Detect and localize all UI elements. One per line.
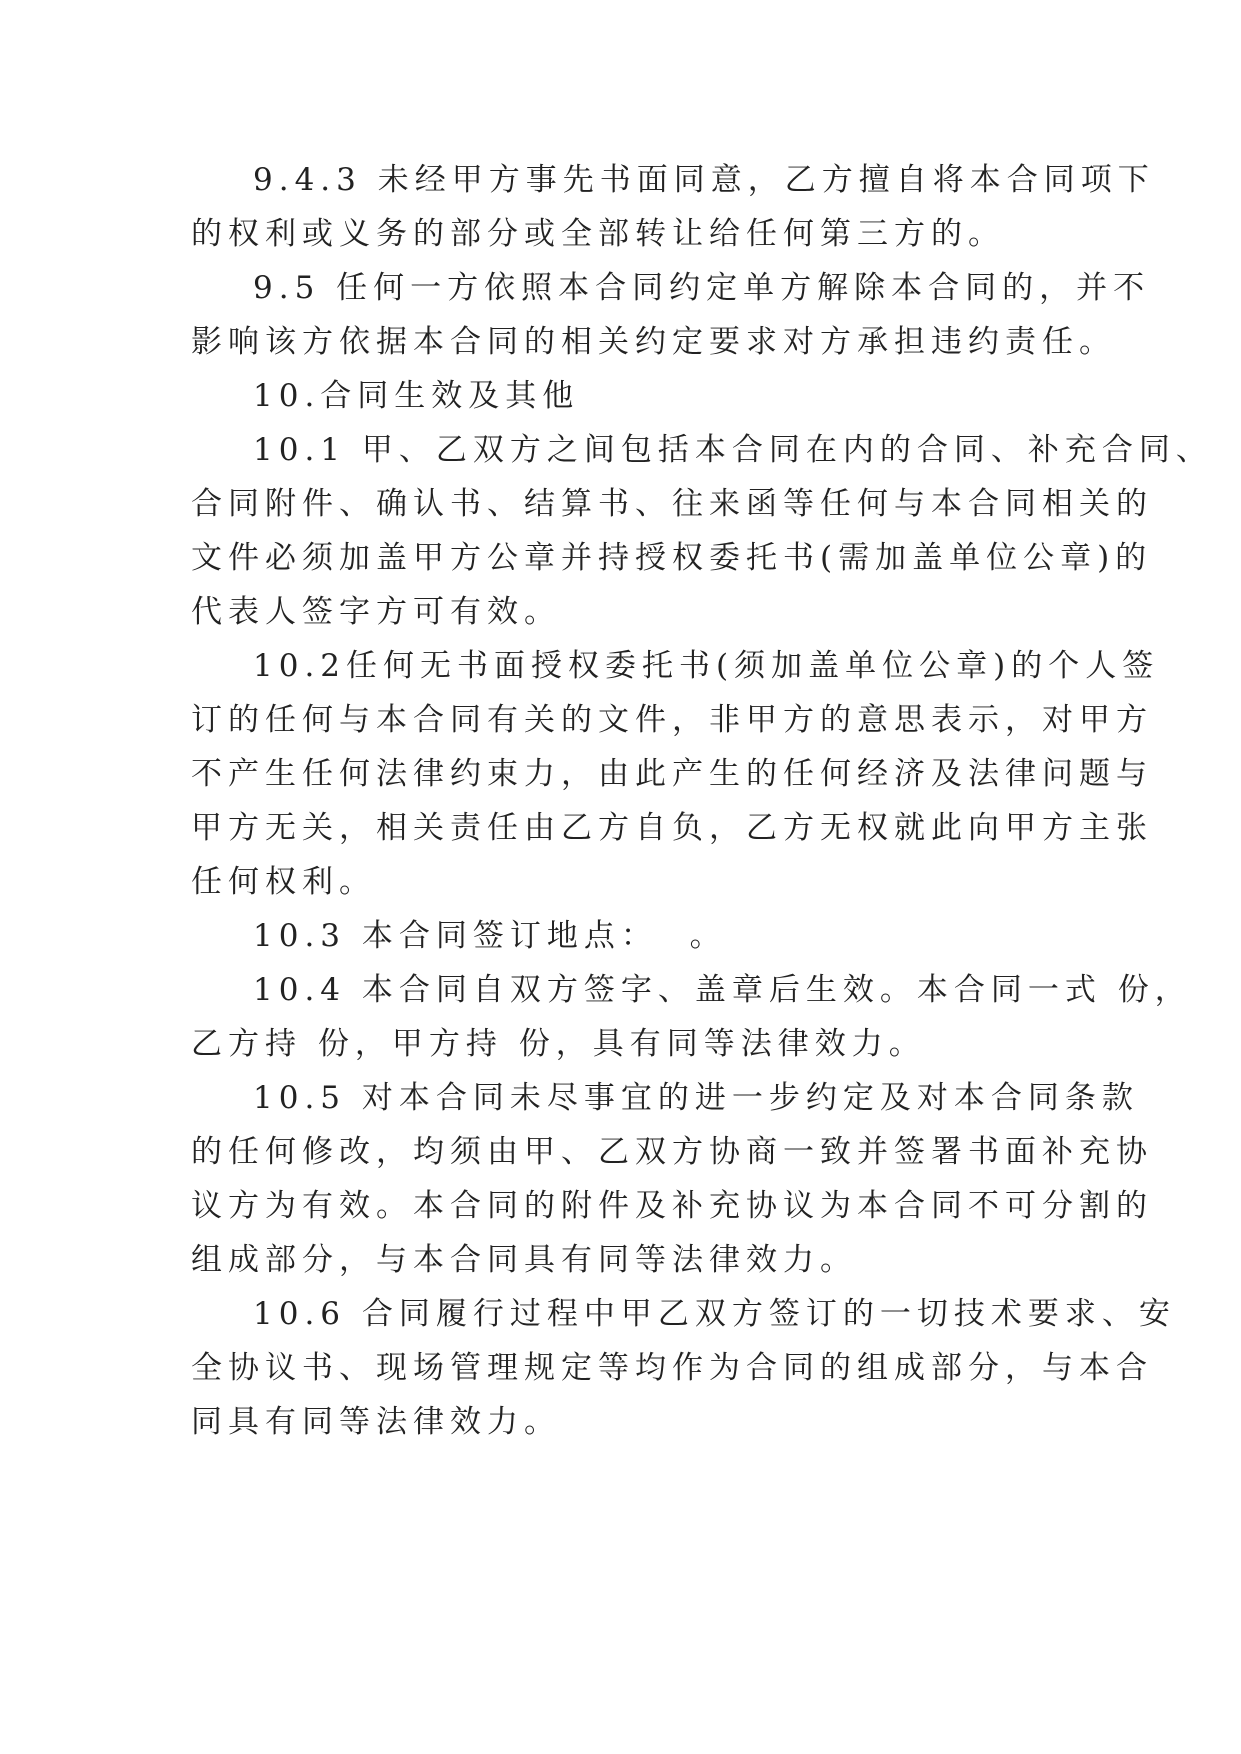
text-line: 的权利或义务的部分或全部转让给任何第三方的。: [191, 216, 1005, 252]
text-line: 9.5 任何一方依照本合同约定单方解除本合同的，并不: [253, 270, 1151, 306]
text-line: 乙方持 份，甲方持 份，具有同等法律效力。: [191, 1026, 926, 1062]
text-line: 10.4 本合同自双方签字、盖章后生效。本合同一式 份，: [253, 972, 1192, 1008]
text-line: 代表人签字方可有效。: [191, 594, 561, 630]
text-line: 全协议书、现场管理规定等均作为合同的组成部分，与本合: [191, 1350, 1153, 1386]
text-line: 影响该方依据本合同的相关约定要求对方承担违约责任。: [191, 324, 1116, 360]
text-line: 不产生任何法律约束力，由此产生的任何经济及法律问题与: [191, 756, 1153, 792]
text-line: 议方为有效。本合同的附件及补充协议为本合同不可分割的: [191, 1188, 1153, 1224]
text-line: 10.3 本合同签订地点： 。: [253, 918, 727, 954]
text-line: 甲方无关，相关责任由乙方自负，乙方无权就此向甲方主张: [191, 810, 1153, 846]
text-line: 10.5 对本合同未尽事宜的进一步约定及对本合同条款: [253, 1080, 1139, 1116]
section-heading: 10.合同生效及其他: [253, 378, 580, 414]
text-line: 任何权利。: [191, 864, 376, 900]
text-line: 9.4.3 未经甲方事先书面同意，乙方擅自将本合同项下: [253, 162, 1155, 198]
text-line: 合同附件、确认书、结算书、往来函等任何与本合同相关的: [191, 486, 1153, 522]
text-line: 10.1 甲、乙双方之间包括本合同在内的合同、补充合同、: [253, 432, 1213, 468]
text-line: 同具有同等法律效力。: [191, 1404, 561, 1440]
text-line: 10.2任何无书面授权委托书(须加盖单位公章)的个人签: [253, 648, 1160, 684]
text-line: 的任何修改，均须由甲、乙双方协商一致并签署书面补充协: [191, 1134, 1153, 1170]
text-line: 文件必须加盖甲方公章并持授权委托书(需加盖单位公章)的: [191, 540, 1153, 576]
text-line: 10.6 合同履行过程中甲乙双方签订的一切技术要求、安: [253, 1296, 1176, 1332]
text-line: 订的任何与本合同有关的文件，非甲方的意思表示，对甲方: [191, 702, 1153, 738]
text-line: 组成部分，与本合同具有同等法律效力。: [191, 1242, 857, 1278]
